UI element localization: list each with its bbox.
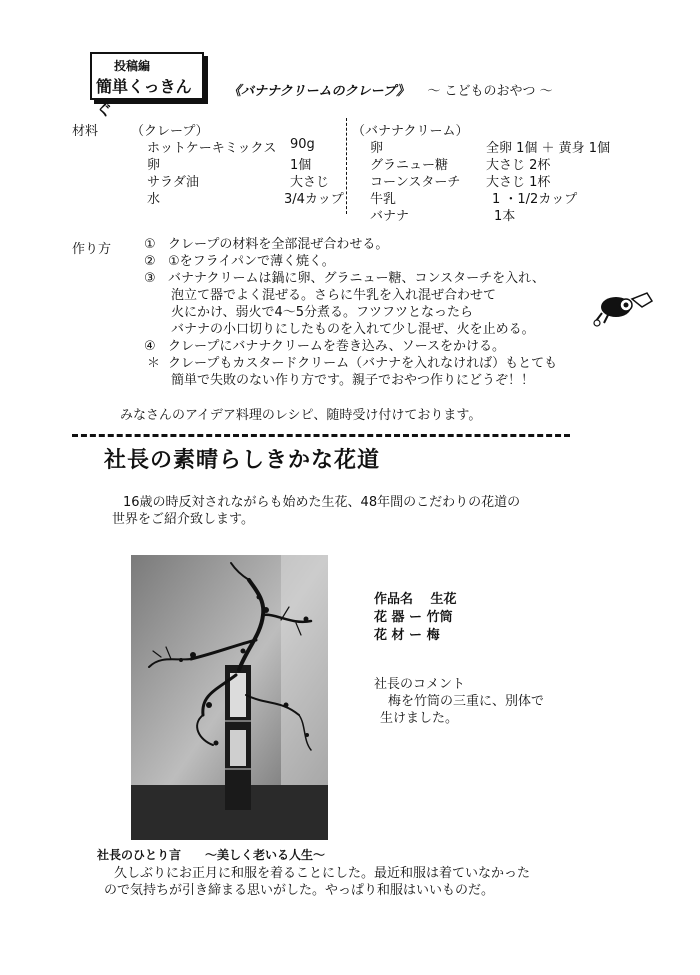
crepe-item-name: 卵 <box>147 158 161 173</box>
crepe-item-amount: 1個 <box>290 158 312 173</box>
cream-item-amount: 全卵 1個 ＋ 黄身 1個 <box>486 141 611 156</box>
crepe-item-amount: 3/4カップ <box>284 192 344 207</box>
cream-item-name: コーンスターチ <box>370 175 461 190</box>
cream-item-name: 卵 <box>370 141 384 156</box>
crepe-item-amount: 大さじ <box>290 175 330 190</box>
crepe-item-name: サラダ油 <box>147 175 199 190</box>
step-text: 泡立て器でよく混ぜる。さらに牛乳を入れ混ぜ合わせて <box>171 288 497 303</box>
recipe-title-line <box>228 80 553 99</box>
step-text: クレープの材料を全部混ぜ合わせる。 <box>168 237 389 252</box>
step-text: ①をフライパンで薄く焼く。 <box>168 254 335 269</box>
closing-text: 久しぶりにお正月に和服を着ることにした。最近和服は着ていなかった <box>114 866 531 881</box>
closing-text: ので気持ちが引き締まる思いがした。やっぱり和服はいいものだ。 <box>104 883 495 898</box>
recipe-title: 《バナナクリームのクレープ》 <box>228 84 410 99</box>
cream-item-amount: 1 ・1/2カップ <box>492 192 578 207</box>
step-text: バナナクリームは鍋に卵、グラニュー糖、コンスターチを入れ、 <box>168 271 545 286</box>
crepe-item-name: 水 <box>147 192 161 207</box>
ingredients-divider <box>346 118 347 214</box>
ingredients-label: 材料 <box>72 124 99 139</box>
cartoon-illustration <box>592 287 662 329</box>
ikebana-photo <box>131 555 328 840</box>
recipe-subtitle: ～ こどものおやつ ～ <box>427 84 553 99</box>
note-text: 簡単で失敗のない作り方です。親子でおやつ作りにどうぞ！！ <box>171 373 534 388</box>
comment-text: 生けました。 <box>380 711 459 726</box>
recipe-invite-text: みなさんのアイデア料理のレシピ、随時受け付けております。 <box>120 408 482 423</box>
method-label: 作り方 <box>72 242 112 257</box>
step-mark: ① <box>144 237 156 252</box>
crepe-item-name: ホットケーキミックス <box>147 141 277 156</box>
cream-item-amount: 大さじ 2杯 <box>486 158 551 173</box>
crepe-item-amount: 90g <box>290 137 315 152</box>
step-text: 火にかけ、弱火で4～5分煮る。フツフツとなったら <box>171 305 474 320</box>
note-mark: ＊ <box>147 356 161 371</box>
column-header-box <box>90 52 204 119</box>
intro-text: 16歳の時反対されながらも始めた生花、48年間のこだわりの花道の <box>123 495 521 510</box>
section-title: 社長の素晴らしきかな花道 <box>104 448 381 473</box>
artwork-material: 花 材 ー 梅 <box>374 628 440 643</box>
plum-branch-drawing <box>131 555 328 840</box>
column-series-title: 簡単くっきんぐ <box>96 77 192 119</box>
artwork-title: 作品名 生花 <box>374 592 457 607</box>
cream-item-amount: 1本 <box>494 209 516 224</box>
intro-text: 世界をご紹介致します。 <box>112 512 254 527</box>
cream-item-amount: 大さじ 1杯 <box>486 175 551 190</box>
section-divider <box>72 434 570 437</box>
cream-heading: （バナナクリーム） <box>352 124 469 139</box>
step-text: クレープにバナナクリームを巻き込み、ソースをかける。 <box>168 339 505 354</box>
note-text: クレープもカスタードクリーム（バナナを入れなければ）もとても <box>168 356 558 371</box>
column-category: 投稿編 <box>114 59 151 73</box>
cream-item-name: バナナ <box>370 209 410 224</box>
step-mark: ② <box>144 254 156 269</box>
comment-text: 梅を竹筒の三重に、別体で <box>388 694 545 709</box>
cream-item-name: グラニュー糖 <box>370 158 449 173</box>
step-text: バナナの小口切りにしたものを入れて少し混ぜ、火を止める。 <box>171 322 535 337</box>
step-mark: ④ <box>144 339 156 354</box>
step-mark: ③ <box>144 271 156 286</box>
crepe-heading: （クレープ） <box>131 124 209 139</box>
cream-item-name: 牛乳 <box>370 192 397 207</box>
comment-label: 社長のコメント <box>374 677 466 692</box>
closing-title: 社長のひとり言 ～美しく老いる人生～ <box>97 848 326 862</box>
artwork-vessel: 花 器 ー 竹筒 <box>374 610 453 625</box>
